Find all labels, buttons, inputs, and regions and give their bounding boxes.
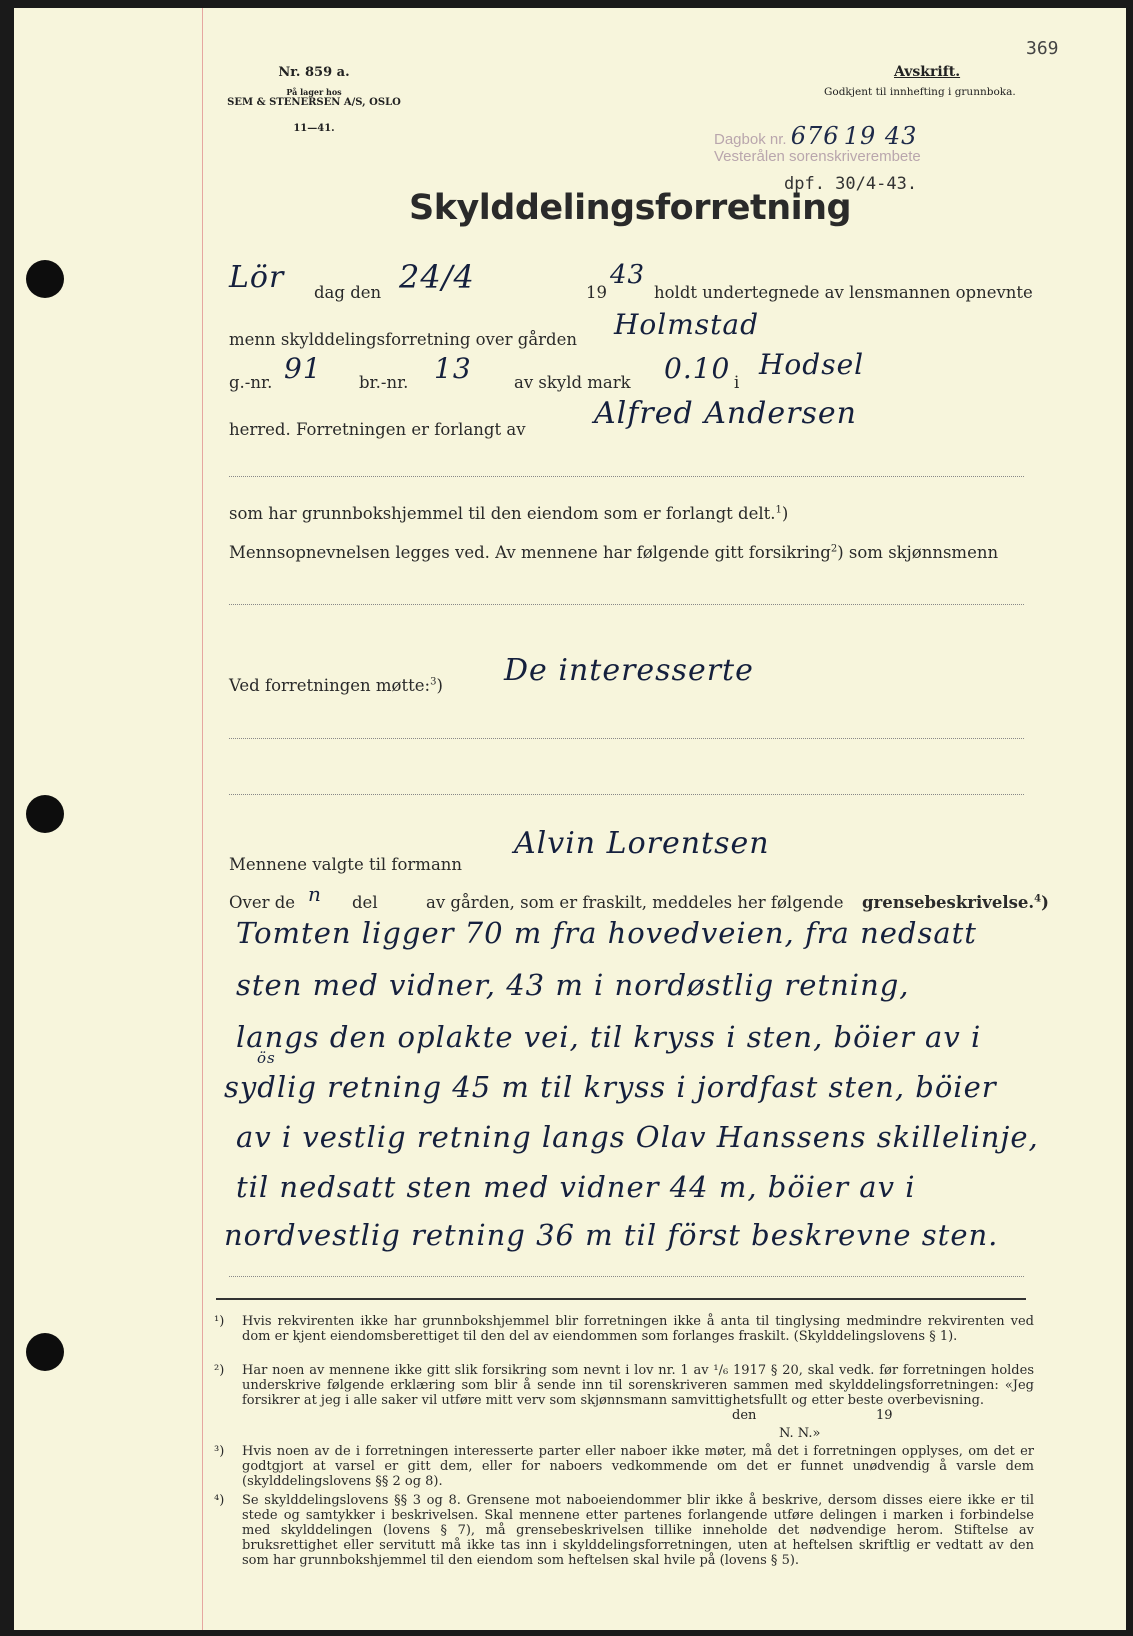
blank-line [229,794,1024,795]
farm-value: Holmstad [614,308,760,341]
footnote-2 [214,1363,1034,1408]
attendees-value: De interesserte [504,653,754,688]
label-herred: herred. Forretningen er forlangt av [229,420,526,439]
label-gnr: g.-nr. [229,373,273,392]
footnote-2-den: den [732,1408,757,1423]
label-i: i [734,373,740,392]
page-number: 369 [1026,38,1059,59]
print-date: 11—41. [293,123,335,134]
mote-text: Ved forretningen møtte: [229,676,431,695]
footnote-3 [214,1444,1034,1489]
mennsopn-text-a: Mennsopnevnelsen legges ved. Av mennene har følgende gitt forsikring [229,543,831,562]
label-grensebeskrivelse: grensebeskrivelse.$^4$) [862,893,1049,912]
mennsopn-text-b: ) som skjønnsmenn [837,543,999,562]
punch-hole [26,795,64,833]
stamp-number: 676 [790,122,840,150]
stamp-year: 19 43 [843,122,918,150]
punch-hole [26,260,64,298]
brnr-value: 13 [434,352,472,385]
document-title: Skylddelingsforretning [409,188,852,228]
punch-hole [26,1333,64,1371]
blank-line [229,476,1024,477]
label-mennsopnevnelse [229,543,998,562]
label-mote: Ved forretningen møtte:$^3$) [229,676,443,695]
municipality-value: Hodsel [759,348,865,381]
description-line: sten med vidner, 43 m i nordøstlig retning, [236,968,910,1002]
description-line: Tomten ligger 70 m fra hovedveien, fra nedsatt [236,916,977,950]
label-skyld: av skyld mark [514,373,631,392]
stamp-label: Dagbok nr. [714,131,787,148]
label-formann: Mennene valgte til formann [229,855,463,874]
description-line: nordvestlig retning 36 m til först beskrevne sten. [224,1218,999,1252]
label-dag-den: dag den [314,283,382,302]
footnote-number: ²) [214,1363,225,1378]
part-value: n [308,882,322,906]
label-brnr: br.-nr. [359,373,409,392]
description-line: av i vestlig retning langs Olav Hanssens skillelinje, [236,1120,1039,1154]
label-fraskilt: av gården, som er fraskilt, meddeles her følgende [426,893,844,912]
label-year-prefix: 19 [586,283,607,302]
form-number: Nr. 859 a. [278,65,350,80]
description-line: sydlig retning 45 m til kryss i jordfast sten, böier [224,1070,997,1104]
description-line: langs den oplakte vei, til kryss i sten, böier av i [236,1020,982,1054]
grense-text: grensebeskrivelse. [862,893,1035,912]
footnote-text: Se skylddelingslovens §§ 3 og 8. Grensene mot naboeiendommer blir ikke å beskrive, dersom disses eiere ikke er til stede og samtykker i beskrivelsen. Skal mennene etter partenes forlangende utføre delingen i marken i forbindelse med skylddelingen (lovens § 7), må grensebeskrivelsen tillike inneholde det nødvendige herom. Stiftelse av bruksrettighet eller servitutt må ikke tas inn i skylddelingsforretningen, uten at heftelsen skriftlig er vedtatt av den som har grunnbokshjemmel til den eiendom som heftelsen skal hvile på (lovens § 5). [242,1493,1034,1568]
margin-line [202,8,203,1630]
footnote-ref-3: 3 [430,676,437,688]
footnote-4 [214,1493,1034,1568]
typed-reference: dpf. 30/4-43. [784,174,918,194]
footnote-1 [214,1314,1034,1344]
grunnbok-text: som har grunnbokshjemmel til den eiendom som er forlangt delt. [229,504,776,523]
footnote-ref-4: 4 [1034,893,1042,905]
printer-line-1: På lager hos [286,87,342,97]
approval-note: Godkjent til innhefting i grunnboka. [824,86,1016,98]
label-del: del [352,893,378,912]
weekday-value: Lör [229,260,285,295]
blank-line [229,1276,1024,1277]
footnote-number: ³) [214,1444,225,1459]
footnote-ref-1: 1 [775,504,782,516]
footnote-ref-2: 2 [830,543,838,555]
label-over-de: Over de [229,893,296,912]
footnote-2-signature: N. N.» [779,1426,821,1441]
label-grunnbok: som har grunnbokshjemmel til den eiendom som er forlangt delt.$^1$) [229,504,789,523]
footnote-text: Hvis noen av de i forretningen interesserte parter eller naboer ikke møter, må det i forretningen opplyses, om det er godtgjort at varsel er gitt dem, eller for naboers vedkommende om det er funnet unødvendig å varsle dem (skylddelingslovens §§ 2 og 8). [242,1444,1034,1489]
label-menn: menn skylddelingsforretning over gården [229,330,578,349]
gnr-value: 91 [284,352,322,385]
requester-value: Alfred Andersen [594,396,857,431]
blank-line [229,738,1024,739]
chairman-value: Alvin Lorentsen [514,826,770,861]
footnote-divider [216,1298,1026,1300]
footnote-number: ¹) [214,1314,225,1329]
footnote-text: Hvis rekvirenten ikke har grunnbokshjemmel blir forretningen ikke å anta til tinglysing medmindre rekvirenten ved dom er kjent eiendomsberettiget til den del av eiendommen som forlanges fraskilt. (Skylddelingslovens § 1). [242,1314,1034,1344]
copy-label: Avskrift. [894,64,961,80]
stamp-office: Vesterålen sorenskriverembete [714,148,921,165]
date-value: 24/4 [399,258,475,296]
footnote-2-year: 19 [876,1408,893,1423]
footnote-number: ⁴) [214,1493,225,1508]
footnote-text: Har noen av mennene ikke gitt slik forsikring som nevnt i lov nr. 1 av ¹/₆ 1917 § 20, skal vedk. før forretningen holdes underskrive følgende erklæring som blir å sende inn til sorenskriveren sammen med skylddelingsforretningen: «Jeg forsikrer at jeg i alle saker vil utføre mitt verv som skjønnsmann samvittighetsfullt og etter beste overbevisning. [242,1363,1034,1408]
label-holdt: holdt undertegnede av lensmannen opnevnte [654,283,1033,302]
description-line: til nedsatt sten med vidner 44 m, böier av i [236,1170,916,1204]
stamp-diary [714,122,917,150]
skyld-value: 0.10 [664,352,731,385]
description-insert: ös [257,1049,276,1067]
document-page [14,8,1126,1630]
printer-line-2: SEM & STENERSEN A/S, OSLO [227,97,401,108]
blank-line [229,604,1024,605]
year-value: 43 [610,260,646,290]
